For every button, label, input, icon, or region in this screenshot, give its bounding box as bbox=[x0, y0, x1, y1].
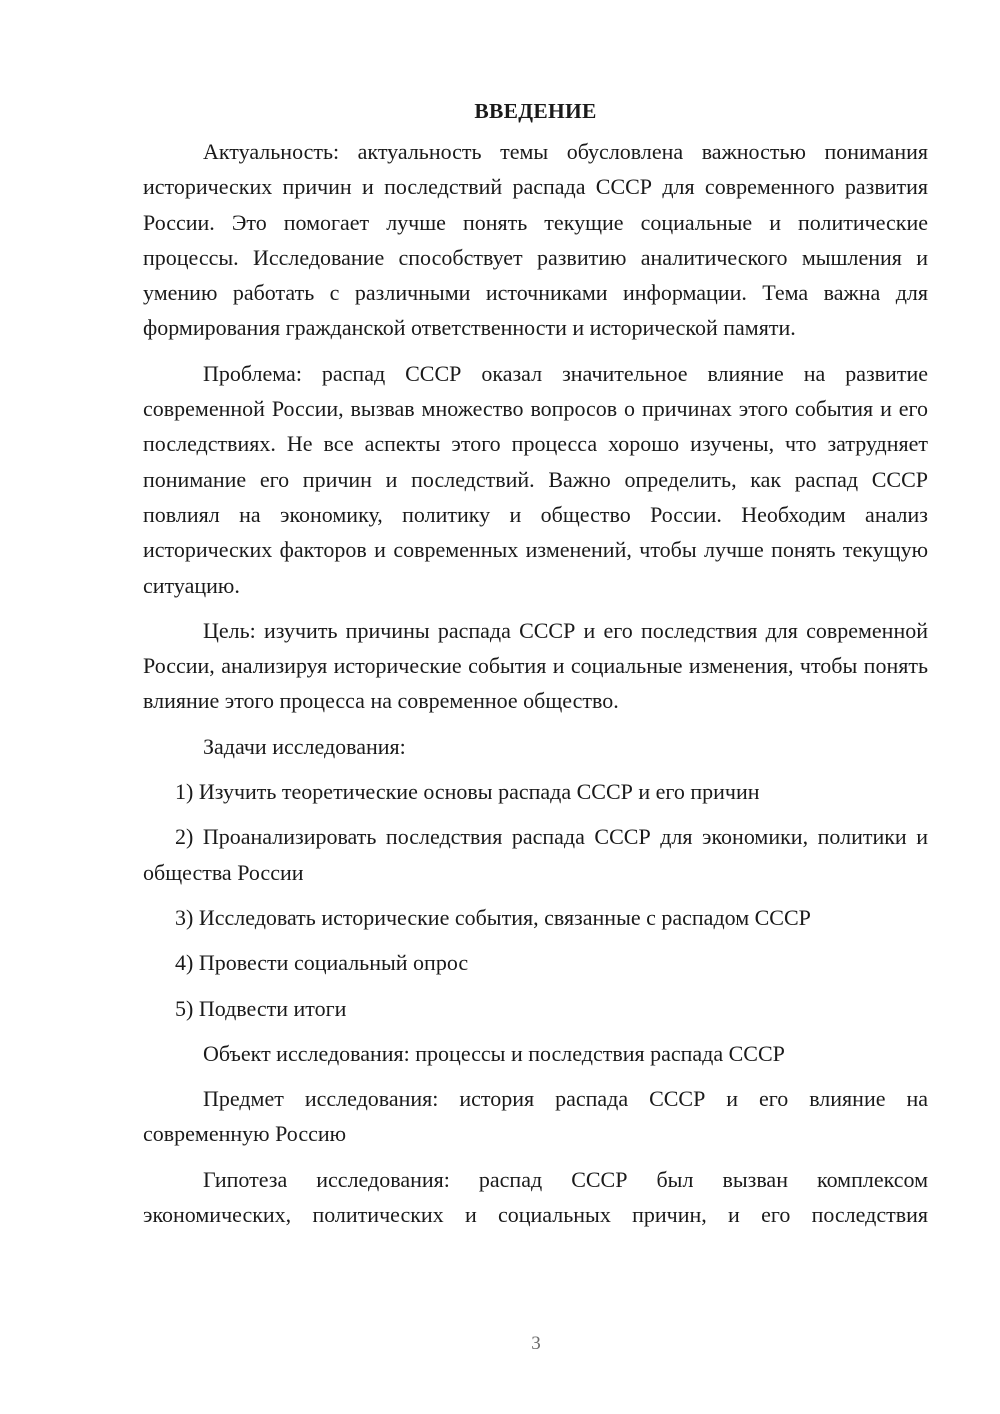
page-title: ВВЕДЕНИЕ bbox=[474, 99, 597, 123]
tasks-heading: Задачи исследования: bbox=[203, 733, 406, 759]
paragraph-subject: Предмет исследования: история распада СССР и его влияние на современную Россию bbox=[143, 1086, 928, 1147]
paragraph-hypothesis: Гипотеза исследования: распад СССР был вызван комплексом экономических, политических и социальных причин, и его последствия bbox=[143, 1166, 928, 1228]
task-item-3: 3) Исследовать исторические события, связанные с распадом СССР bbox=[175, 904, 811, 930]
document-page bbox=[143, 95, 928, 1242]
page-number: 3 bbox=[531, 1333, 541, 1354]
task-item-1: 1) Изучить теоретические основы распада СССР и его причин bbox=[175, 779, 760, 805]
paragraph-problem: Проблема: распад СССР оказал значительное влияние на развитие современной России, вызвав множество вопросов о причинах этого события и его последствиях. Не все аспекты этого процесса хорошо изучены, что затрудняет понимание его причин и последствий. Важно определить, как распад СССР повлиял на экономику, политику и общество России. Необходим анализ исторических факторов и современных изменений, чтобы лучше понять текущую ситуацию. bbox=[143, 360, 928, 598]
task-item-5: 5) Подвести итоги bbox=[175, 995, 347, 1021]
paragraph-object: Объект исследования: процессы и последствия распада СССР bbox=[203, 1040, 785, 1066]
task-item-2: 2) Проанализировать последствия распада СССР для экономики, политики и общества России bbox=[143, 824, 928, 885]
task-item-4: 4) Провести социальный опрос bbox=[175, 950, 469, 976]
paragraph-relevance: Актуальность: актуальность темы обусловлена важностью понимания исторических причин и последствий распада СССР для современного развития России. Это помогает лучше понять текущие социальные и политические процессы. Исследование способствует развитию аналитического мышления и умению работать с различными источниками информации. Тема важна для формирования гражданской ответственности и исторической памяти. bbox=[143, 139, 928, 341]
paragraph-goal: Цель: изучить причины распада СССР и его последствия для современной России, анализируя исторические события и социальные изменения, чтобы понять влияние этого процесса на современное общество. bbox=[143, 617, 928, 714]
